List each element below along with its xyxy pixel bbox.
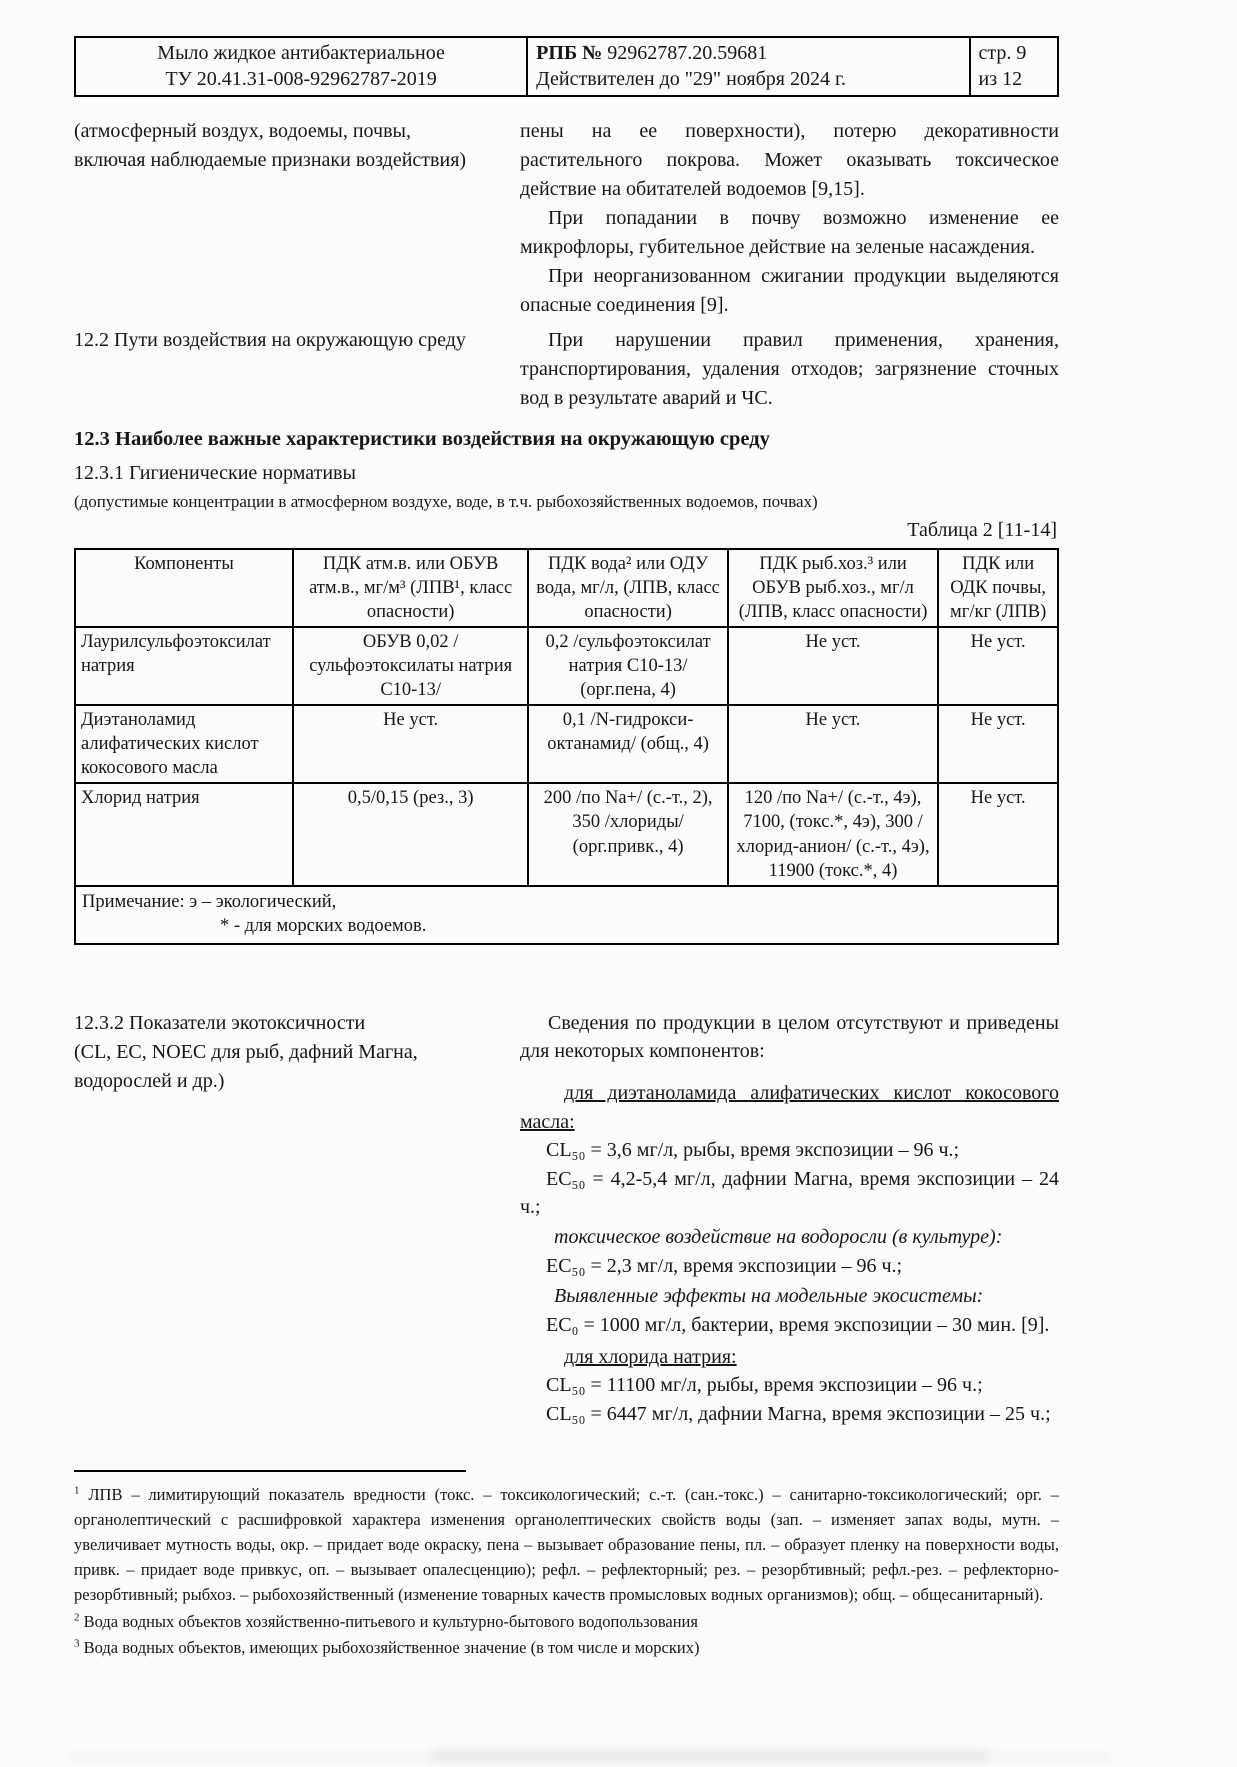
ecotox-value-line: CL₅₀ = 11100 мг/л, рыбы, время экспозиции – 96 ч.;: [546, 1374, 983, 1397]
section-12-3-2-title: 12.3.2 Показатели экотоксичности: [74, 1011, 366, 1034]
ecotox-substance-heading: для диэтаноламида алифатических кислот кокосового масла:: [520, 1082, 1059, 1133]
section-12-3-2-text: [520, 1009, 1059, 1428]
paragraph: При попадании в почву возможно изменение ее микрофлоры, губительное действие на зеленые насаждения.: [520, 207, 1059, 259]
column-header-pdk-fishery: ПДК рыб.хоз.³ или ОБУВ рыб.хоз., мг/л (ЛПВ, класс опасности): [728, 549, 939, 627]
header-rpb-cell: [527, 37, 969, 96]
rpb-label: РПБ №: [536, 42, 603, 64]
table-row: [75, 705, 1058, 783]
table-header-row: [75, 549, 1058, 627]
section-12-2-title: 12.2 Пути воздействия на окружающую среду: [74, 329, 466, 352]
component-name: Хлорид натрия: [75, 783, 293, 885]
paragraph: При неорганизованном сжигании продукции выделяются опасные соединения [9].: [520, 265, 1059, 317]
scan-artifact: [70, 1753, 1110, 1761]
ecotox-value-line: ЕС₅₀ = 4,2-5,4 мг/л, дафнии Магна, время экспозиции – 24 ч.;: [520, 1167, 1059, 1219]
pdk-soil-value: Не уст.: [938, 705, 1058, 783]
table-2-hygienic-standards: [74, 548, 1059, 945]
header-product-cell: [75, 37, 527, 96]
ecotox-value-line: CL₅₀ = 6447 мг/л, дафнии Магна, время экспозиции – 25 ч.;: [546, 1402, 1051, 1425]
pdk-water-value: 0,2 /сульфоэтоксилат натрия С10-13/ (орг.пена, 4): [528, 627, 727, 705]
table-note-line: * - для морских водоемов.: [220, 915, 427, 936]
section-12-1-left-note: (атмосферный воздух, водоемы, почвы, включая наблюдаемые признаки воздействия): [74, 120, 467, 172]
section-12-3-title: 12.3 Наиболее важные характеристики воздействия на окружающую среду: [74, 428, 770, 451]
footnote-marker: 1: [74, 1484, 80, 1497]
section-12-1-text: [520, 117, 1059, 320]
column-header-pdk-air: ПДК атм.в. или ОБУВ атм.в., мг/м³ (ЛПВ¹, класс опасности): [293, 549, 529, 627]
footnote-marker: 3: [74, 1637, 80, 1650]
ecotox-ecosystems-heading: Выявленные эффекты на модельные экосистемы:: [554, 1285, 984, 1308]
ecotox-intro: Сведения по продукции в целом отсутствуют и приведены для некоторых компонентов:: [520, 1011, 1059, 1063]
component-name: Диэтаноламид алифатических кислот кокосового масла: [75, 705, 293, 783]
component-name: Лаурилсульфоэтоксилат натрия: [75, 627, 293, 705]
footnotes-block: [74, 1470, 1059, 1660]
table-2-caption: Таблица 2 [11-14]: [907, 519, 1057, 541]
rpb-number-line: [536, 41, 960, 67]
section-12-3-1-note: (допустимые концентрации в атмосферном воздухе, воде, в т.ч. рыбохозяйственных водоемов, почвах): [74, 491, 818, 511]
table-note-row: [75, 886, 1058, 944]
pdk-fishery-value: Не уст.: [728, 627, 939, 705]
ecotox-value-line: ЕС₅₀ = 2,3 мг/л, время экспозиции – 96 ч.;: [546, 1254, 903, 1277]
table-row: [75, 783, 1058, 885]
product-tu: ТУ 20.41.31-008-92962787-2019: [165, 67, 437, 90]
product-name: Мыло жидкое антибактериальное: [157, 42, 445, 64]
column-header-pdk-soil: ПДК или ОДК почвы, мг/кг (ЛПВ): [938, 549, 1058, 627]
section-12-1-row: [74, 117, 1059, 320]
footnote-3: $^3$ Вода водных объектов, имеющих рыбохозяйственное значение (в том числе и морских): [74, 1637, 700, 1657]
rpb-validity: Действителен до "29" ноября 2024 г.: [536, 67, 846, 90]
ecotox-value-line: CL₅₀ = 3,6 мг/л, рыбы, время экспозиции – 96 ч.;: [546, 1139, 960, 1162]
table-row: [75, 627, 1058, 705]
paragraph: пены на ее поверхности), потерю декоративности растительного покрова. Может оказывать токсическое действие на обитателей водоемов [9,15].: [520, 120, 1059, 201]
paragraph: При нарушении правил применения, хранения, транспортирования, удаления отходов; загрязнение сточных вод в результате аварий и ЧС.: [520, 329, 1059, 410]
footnote-1: $^1$ ЛПВ – лимитирующий показатель вредности (токс. – токсикологический; с.-т. (сан.-токс.) – санитарно-токсикологический; орг. – органолептический с расшифровкой характера изменения органолептических свойств воды (зап. – изменяет запах воды, мутн. – увеличивает мутность воды, окр. – придает воде окраску, пена – вызывает образование пены, пл. – образует пленку на поверхности воды, привк. – придает воде привкус, оп. – вызывает опалесценцию); рефл. – рефлекторный; рез. – резорбтивный; рефл.-рез. – рефлекторно-резорбтивный; рыбхоз. – рыбохозяйственный (изменение товарных качеств промысловых водных организмов); общ. – общесанитарный).: [74, 1484, 1060, 1605]
section-12-3-2-row: [74, 1009, 1059, 1428]
pdk-fishery-value: 120 /по Na+/ (с.-т., 4э), 7100, (токс.*, 4э), 300 /хлорид-анион/ (с.-т., 4э), 11900 (токс.*, 4): [728, 783, 939, 885]
footnote-separator: [74, 1470, 466, 1472]
pdk-water-value: 200 /по Na+/ (с.-т., 2), 350 /хлориды/ (орг.привк., 4): [528, 783, 727, 885]
ecotox-substance-heading: для хлорида натрия:: [564, 1346, 737, 1368]
section-12-2-row: [74, 326, 1059, 413]
pdk-air-value: ОБУВ 0,02 /сульфоэтоксилаты натрия С10-13/: [293, 627, 529, 705]
footnote-2: $^2$ Вода водных объектов хозяйственно-питьевого и культурно-бытового водопользования: [74, 1611, 698, 1631]
pdk-soil-value: Не уст.: [938, 783, 1058, 885]
table-note: [75, 886, 1058, 944]
column-header-pdk-water: ПДК вода² или ОДУ вода, мг/л, (ЛПВ, класс опасности): [528, 549, 727, 627]
ecotox-algae-heading: токсическое воздействие на водоросли (в культуре):: [554, 1226, 1003, 1249]
footnote-marker: 2: [74, 1611, 80, 1624]
pdk-air-value: 0,5/0,15 (рез., 3): [293, 783, 529, 885]
ecotox-value-line: ЕС₀ = 1000 мг/л, бактерии, время экспозиции – 30 мин. [9].: [546, 1313, 1050, 1336]
header-page-cell: [970, 37, 1058, 96]
section-12-3-2-left: [74, 1009, 472, 1096]
section-12-3-2-note: (CL, ЕС, NOEC для рыб, дафний Магна, водорослей и др.): [74, 1040, 418, 1092]
page-number: стр. 9: [978, 42, 1027, 64]
pdk-fishery-value: Не уст.: [728, 705, 939, 783]
table-note-line: Примечание: э – экологический,: [82, 891, 337, 912]
section-12-2-text: [520, 326, 1059, 413]
pdk-water-value: 0,1 /N-гидрокси-октанамид/ (общ., 4): [528, 705, 727, 783]
pdk-soil-value: Не уст.: [938, 627, 1058, 705]
pdk-air-value: Не уст.: [293, 705, 529, 783]
page-header-table: [74, 36, 1059, 97]
rpb-number: 92962787.20.59681: [607, 42, 768, 64]
pages-total: из 12: [978, 67, 1023, 90]
section-12-3-1-title: 12.3.1 Гигиенические нормативы: [74, 461, 356, 484]
column-header-components: Компоненты: [75, 549, 293, 627]
